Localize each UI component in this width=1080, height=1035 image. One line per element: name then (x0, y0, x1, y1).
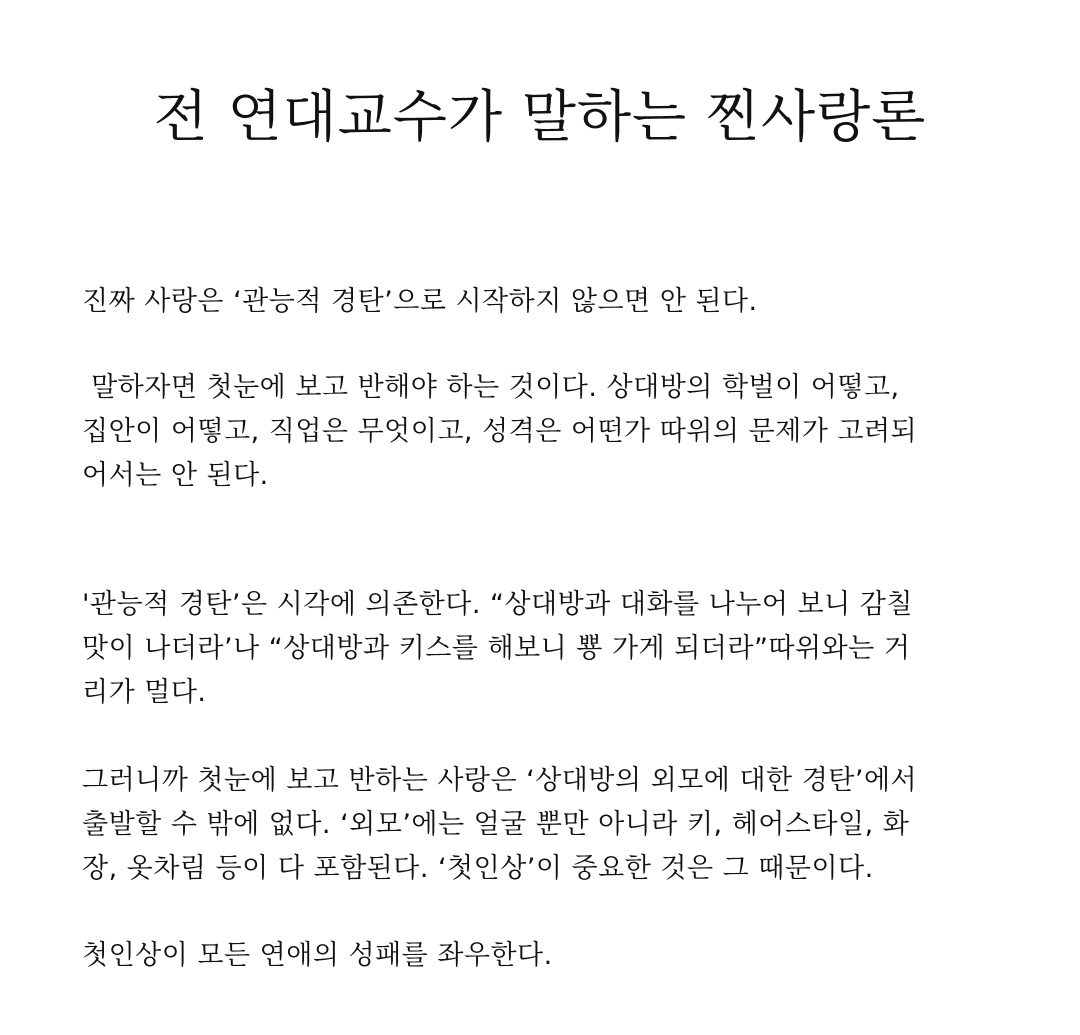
paragraph-4 (82, 759, 1012, 891)
paragraph-line: 말하자면 첫눈에 보고 반해야 하는 것이다. 상대방의 학벌이 어떻고, (82, 372, 900, 403)
paragraph-line: 집안이 어떻고, 직업은 무엇이고, 성격은 어떤가 따위의 문제가 고려되 (82, 416, 918, 447)
paragraph-line: 맛이 나더라’나 “상대방과 키스를 해보니 뿅 가게 되더라”따위와는 거 (82, 633, 911, 664)
paragraph-line: 첫인상이 모든 연애의 성패를 좌우한다. (82, 940, 553, 971)
paragraph-line: '관능적 경탄’은 시각에 의존한다. “상대방과 대화를 나누어 보니 감칠 (82, 589, 913, 620)
paragraph-line: 리가 멀다. (82, 677, 207, 708)
paragraph-2 (82, 366, 1012, 498)
paragraph-1 (82, 280, 1012, 324)
paragraph-line: 그러니까 첫눈에 보고 반하는 사랑은 ‘상대방의 외모에 대한 경탄’에서 (82, 765, 918, 796)
paragraph-5 (82, 934, 1012, 978)
paragraph-3 (82, 583, 1012, 715)
paragraph-line: 진짜 사랑은 ‘관능적 경탄’으로 시작하지 않으면 안 된다. (82, 286, 758, 317)
paragraph-line: 장, 옷차림 등이 다 포함된다. ‘첫인상’이 중요한 것은 그 때문이다. (82, 853, 874, 884)
page-title: 전 연대교수가 말하는 찐사랑론 (153, 85, 927, 150)
paragraph-line: 출발할 수 밖에 없다. ‘외모’에는 얼굴 뿐만 아니라 키, 헤어스타일, 화 (82, 809, 910, 840)
paragraph-line: 어서는 안 된다. (82, 460, 269, 491)
